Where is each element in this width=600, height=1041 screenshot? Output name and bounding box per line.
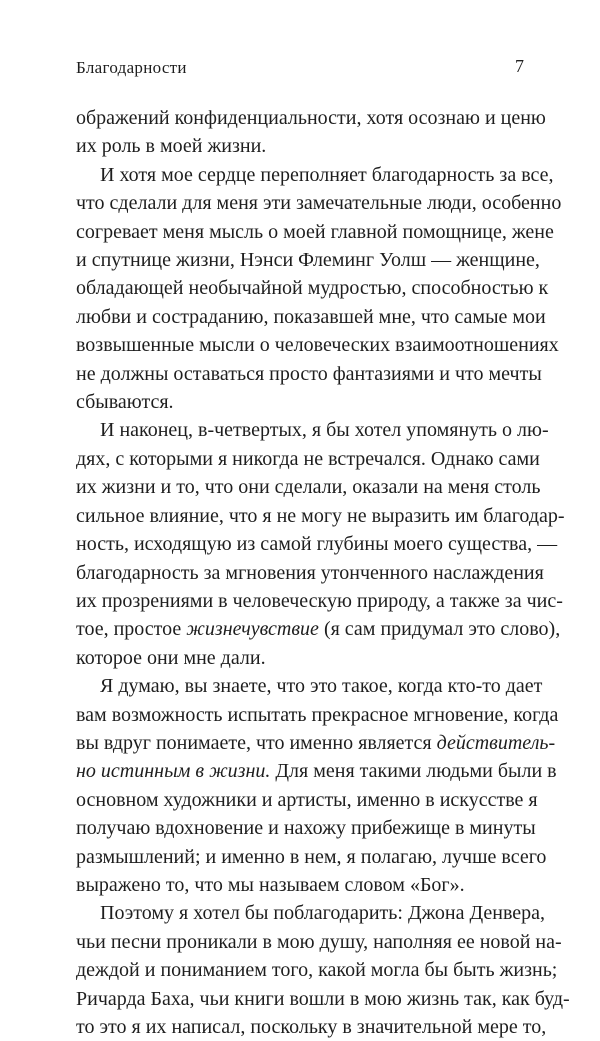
text-line: Ричарда Баха, чьи книги вошли в мою жизнь так, как буд-: [76, 987, 570, 1010]
text-line: И хотя мое сердце переполняет благодарность за все,: [100, 163, 554, 186]
italic-phrase: но истинным в жизни.: [76, 760, 271, 783]
italic-term: жизнечувствие: [186, 618, 319, 641]
text-line: возвышенные мысли о человеческих взаимоотношениях: [76, 334, 559, 357]
text-line: ображений конфиденциальности, хотя осознаю и ценю: [76, 107, 546, 129]
text-line: то это я их написал, поскольку в значительной мере то,: [76, 1016, 547, 1038]
text-line: не должны оставаться просто фантазиями и что мечты: [76, 362, 542, 385]
text-line: Поэтому я хотел бы поблагодарить: Джона Денвера,: [100, 902, 546, 925]
paragraph-5: [76, 899, 570, 1041]
text-line: которое они мне дали.: [76, 646, 266, 669]
text-line: сильное влияние, что я не могу не выразить им благодар-: [76, 504, 565, 527]
text-line: согревает меня мысль о моей главной помощнице, жене: [76, 220, 554, 243]
text-fragment: (я сам придумал это слово),: [323, 618, 561, 641]
text-line: чьи песни проникали в мою душу, наполняя ее новой на-: [76, 930, 562, 953]
text-line: сбываются.: [76, 391, 174, 414]
text-line: деждой и пониманием того, какой могла бы быть жизнь;: [76, 959, 558, 982]
text-line: и спутнице жизни, Нэнси Флеминг Уолш — женщине,: [76, 249, 540, 272]
text-line-mixed: [76, 729, 556, 757]
paragraph-1: [76, 104, 546, 161]
text-fragment: вы вдруг понимаете, что именно является: [76, 731, 432, 754]
text-line: получаю вдохновение и нахожу прибежище в минуты: [76, 817, 536, 840]
text-line: Я думаю, вы знаете, что это такое, когда кто-то дает: [100, 675, 543, 698]
paragraph-2: [76, 161, 562, 417]
text-line: размышлений; и именно в нем, я полагаю, лучше всего: [76, 845, 547, 868]
text-line: основном художники и артисты, именно в искусстве я: [76, 788, 538, 811]
text-line: И наконец, в-четвертых, я бы хотел упомянуть о лю-: [100, 419, 549, 442]
text-line: обладающей необычайной мудростью, способностью к: [76, 277, 549, 300]
running-head: Благодарности: [76, 58, 187, 77]
text-line: вам возможность испытать прекрасное мгновение, когда: [76, 703, 559, 726]
text-line-mixed: [76, 615, 561, 643]
italic-phrase: действитель-: [436, 731, 556, 754]
paragraph-3: [76, 416, 565, 672]
text-line: что сделали для меня эти замечательные люди, особенно: [76, 192, 562, 215]
text-line: ность, исходящую из самой глубины моего существа, —: [76, 533, 558, 556]
text-line-mixed: [76, 757, 557, 785]
paragraph-4: [76, 672, 559, 899]
text-line: их жизни и то, что они сделали, оказали на меня столь: [76, 476, 541, 499]
text-line: дях, с которыми я никогда не встречался. Однако сами: [76, 447, 540, 470]
text-line: благодарность за мгновения утонченного наслаждения: [76, 561, 544, 584]
text-line: их роль в моей жизни.: [76, 135, 267, 158]
text-fragment: Для меня такими людьми были в: [275, 760, 557, 783]
page-number: 7: [515, 56, 524, 76]
text-line: их прозрениями в человеческую природу, а также за чис-: [76, 589, 563, 612]
text-line: любви и состраданию, показавшей мне, что самые мои: [76, 305, 546, 328]
text-fragment: тое, простое: [76, 618, 182, 641]
body-text: [76, 104, 570, 1041]
text-line: выражено то, что мы называем словом «Бог».: [76, 873, 465, 896]
